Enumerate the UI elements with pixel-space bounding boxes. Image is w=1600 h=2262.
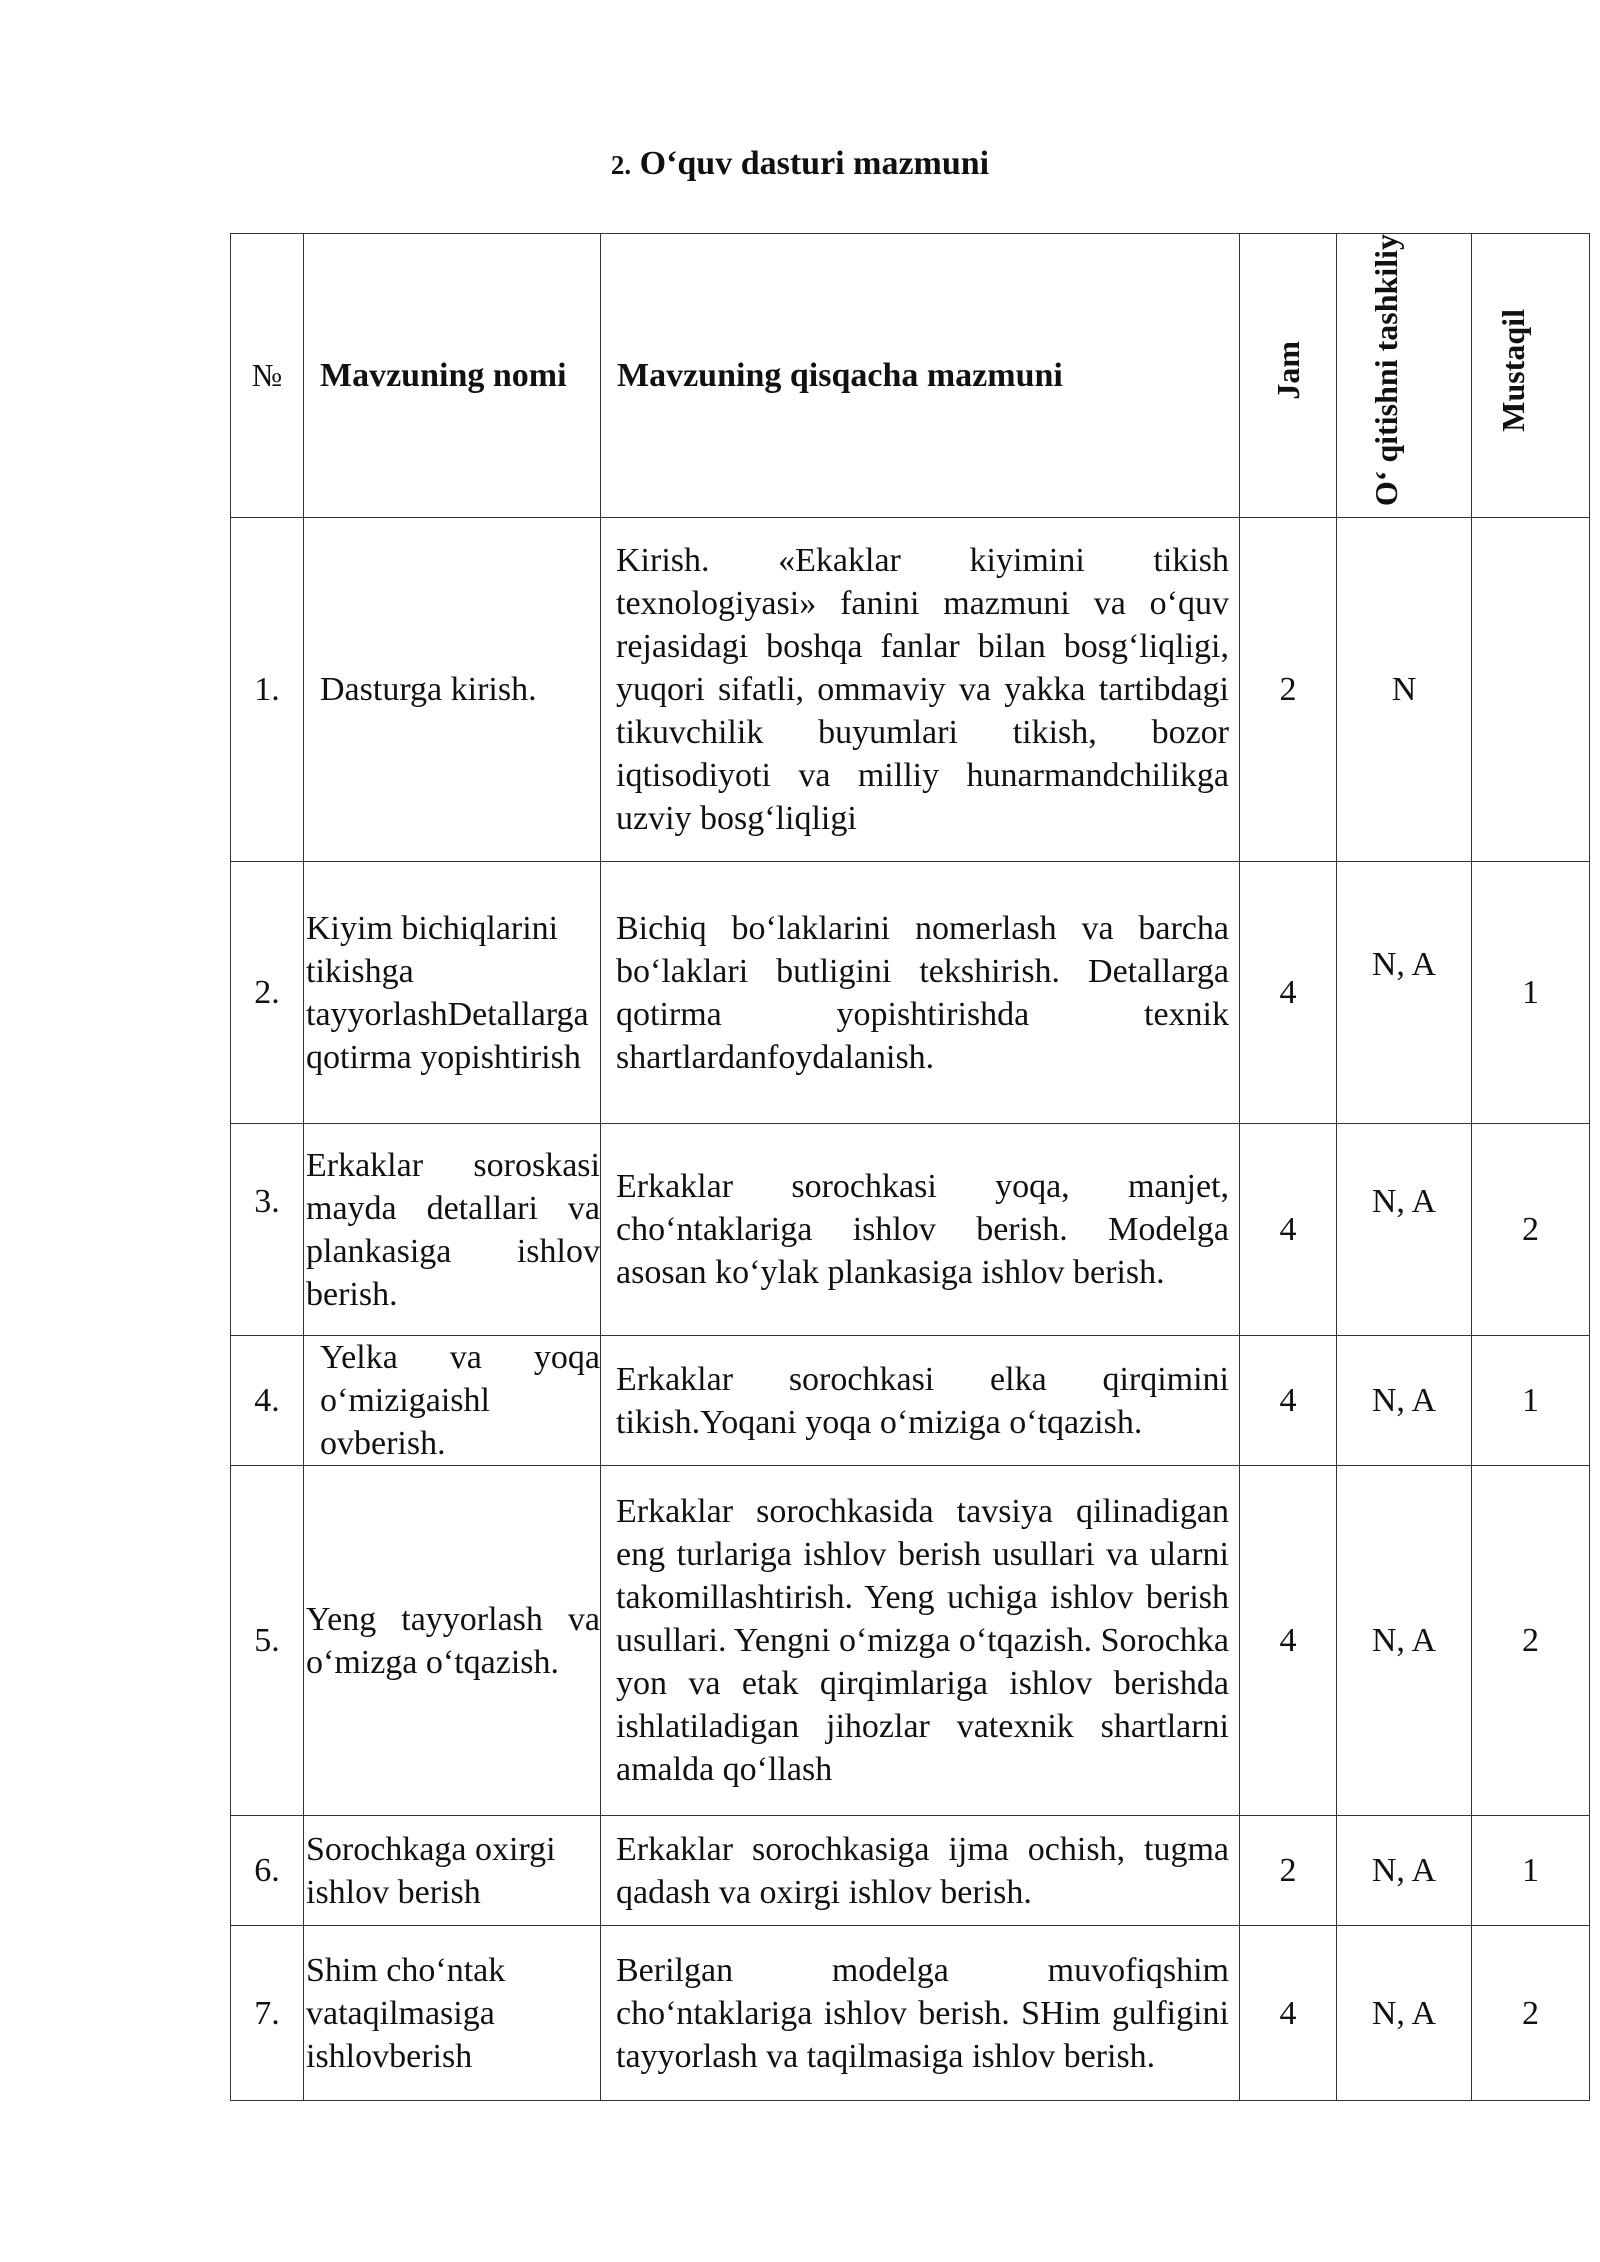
title-number: 2. <box>610 150 632 180</box>
row-topic-description: Kirish. «Ekaklar kiyimini tikish texnologiyasi» fanini mazmuni va o‘quv rejasidagi boshqa fanlar bilan bosg‘liqligi, yuqori sifatli, ommaviy va yakka tartibdagi tikuvchilik buyumlari tikish, bozor iqtisodiyoti va milliy hunarmandchilikga uzviy bosg‘liqligi <box>601 518 1240 862</box>
row-total: 4 <box>1240 1124 1337 1336</box>
row-teaching-cell <box>1337 1124 1472 1336</box>
row-independent: 1 <box>1472 1816 1590 1926</box>
table-row <box>231 1926 1590 2101</box>
row-number: 4. <box>231 1336 304 1466</box>
row-number: 2. <box>231 862 304 1124</box>
curriculum-table <box>230 233 1590 2101</box>
table-header-row <box>231 234 1590 518</box>
row-total: 4 <box>1240 862 1337 1124</box>
row-independent: 1 <box>1472 862 1590 1124</box>
row-topic-name: Shim cho‘ntak vataqilmasiga ishlovberish <box>304 1926 601 2101</box>
row-number: 6. <box>231 1816 304 1926</box>
row-number: 1. <box>231 518 304 862</box>
header-topic-description: Mavzuning qisqacha mazmuni <box>601 234 1240 518</box>
row-number-cell <box>231 1124 304 1336</box>
row-teaching-cell <box>1337 862 1472 1124</box>
row-teaching: N, A <box>1337 1466 1472 1816</box>
row-teaching: N, A <box>1337 1336 1472 1466</box>
header-independent-cell <box>1472 234 1590 518</box>
row-topic-name: Kiyim bichiqlarini tikishga tayyorlashDetallarga qotirma yopishtirish <box>304 862 601 1124</box>
row-independent <box>1472 518 1590 862</box>
row-total: 2 <box>1240 1816 1337 1926</box>
row-topic-name: Yelka va yoqa o‘mizigaishl ovberish. <box>304 1336 601 1466</box>
row-topic-description: Bichiq bo‘laklarini nomerlash va barcha bo‘laklari butligini tekshirish. Detallarga qotirma yopishtirishda texnik shartlardanfoydalanish. <box>601 862 1240 1124</box>
title-text: O‘quv dasturi mazmuni <box>639 145 990 182</box>
row-teaching: N, A <box>1337 1816 1472 1926</box>
header-topic-name: Mavzuning nomi <box>304 234 601 518</box>
row-teaching: N <box>1337 518 1472 862</box>
page-title <box>0 145 1600 183</box>
header-total: Jam <box>1270 340 1306 400</box>
row-topic-name: Erkaklar soroskasi mayda detallari va plankasiga ishlov berish. <box>304 1124 601 1336</box>
row-topic-description: Erkaklar sorochkasi yoqa, manjet, cho‘ntaklariga ishlov berish. Modelga asosan ko‘ylak plankasiga ishlov berish. <box>601 1124 1240 1336</box>
header-independent: Mustaqil <box>1494 308 1531 432</box>
table-row <box>231 1336 1590 1466</box>
row-number: 3. <box>254 1183 280 1221</box>
row-number: 7. <box>231 1926 304 2101</box>
row-topic-name: Sorochkaga oxirgi ishlov berish <box>304 1816 601 1926</box>
table-row <box>231 1124 1590 1336</box>
row-topic-name: Dasturga kirish. <box>304 518 601 862</box>
header-total-cell <box>1240 234 1337 518</box>
row-total: 4 <box>1240 1466 1337 1816</box>
row-topic-description: Erkaklar sorochkasiga ijma ochish, tugma qadash va oxirgi ishlov berish. <box>601 1816 1240 1926</box>
row-topic-name: Yeng tayyorlash va o‘mizga o‘tqazish. <box>304 1466 601 1816</box>
header-number: № <box>231 234 304 518</box>
table-row <box>231 862 1590 1124</box>
header-teaching-cell <box>1337 234 1472 518</box>
row-topic-description: Erkaklar sorochkasida tavsiya qilinadigan eng turlariga ishlov berish usullari va ularni takomillashtirish. Yeng uchiga ishlov berish usullari. Yengni o‘mizga o‘tqazish. Sorochka yon va etak qirqimlariga ishlov berishda ishlatiladigan jihozlar vatexnik shartlarni amalda qo‘llash <box>601 1466 1240 1816</box>
row-independent: 2 <box>1472 1124 1590 1336</box>
header-teaching: O‘ qitishni tashkiliy <box>1368 234 1404 507</box>
row-teaching: N, A <box>1371 946 1437 984</box>
row-total: 4 <box>1240 1926 1337 2101</box>
row-number: 5. <box>231 1466 304 1816</box>
table-row <box>231 1816 1590 1926</box>
row-teaching: N, A <box>1371 1183 1437 1221</box>
row-total: 2 <box>1240 518 1337 862</box>
row-total: 4 <box>1240 1336 1337 1466</box>
row-independent: 1 <box>1472 1336 1590 1466</box>
row-topic-description: Erkaklar sorochkasi elka qirqimini tikish.Yoqani yoqa o‘miziga o‘tqazish. <box>601 1336 1240 1466</box>
row-teaching: N, A <box>1337 1926 1472 2101</box>
row-topic-description: Berilgan modelga muvofiqshim cho‘ntaklariga ishlov berish. SHim gulfigini tayyorlash va taqilmasiga ishlov berish. <box>601 1926 1240 2101</box>
row-independent: 2 <box>1472 1926 1590 2101</box>
table-row <box>231 1466 1590 1816</box>
row-independent: 2 <box>1472 1466 1590 1816</box>
table-row <box>231 518 1590 862</box>
